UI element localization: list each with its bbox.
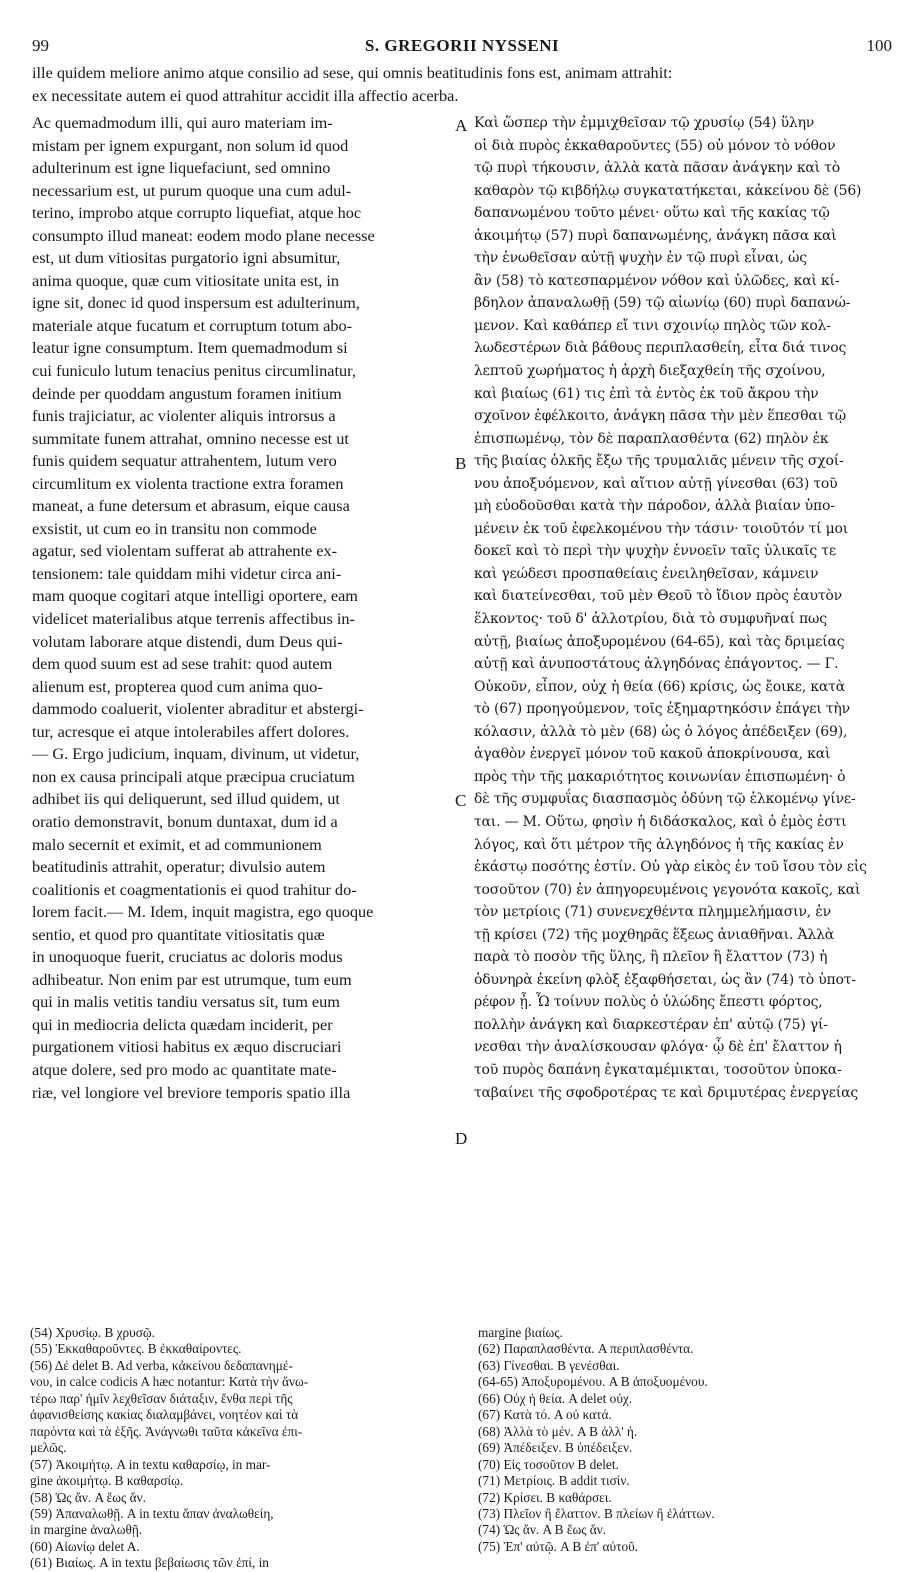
latin-text-line: volutam laborare atque distendi, dum Deus qui-: [32, 631, 343, 651]
footnote-line: (67) Κατὰ τό. A οὐ κατά.: [478, 1407, 612, 1423]
greek-text-line: τὴν ἑνωθεῖσαν αὐτῇ ψυχὴν ἐν τῷ πυρὶ εἶναι, ὡς: [474, 250, 807, 267]
greek-text-line: τὸν μετρίοις (71) συνενεχθέντα πλημμελήμασιν, ἐν: [474, 904, 831, 921]
latin-text-line: atque dolere, sed pro modo ac quantitate mate-: [32, 1059, 337, 1079]
text-line: ex necessitate autem ei quod attrahitur accidit illa affectio acerba.: [32, 85, 459, 105]
latin-text-line: malo secernit et eximit, et ad communionem: [32, 834, 322, 854]
greek-text-line: ἀκοιμήτῳ (57) πυρὶ δαπανωμένης, ἀνάγκη πᾶσα καὶ: [474, 227, 837, 244]
latin-text-line: funis quidem sequatur attrahentem, lutum vero: [32, 451, 337, 471]
greek-text-line: καὶ βιαίως (61) τις ἐπὶ τὰ ἐντὸς ἐκ τοῦ ἄκρου τὴν: [474, 385, 819, 402]
greek-text-line: μὴ εὐοδοῦσθαι κατὰ τὴν πάροδον, ἀλλὰ βιαίαν ὑπο-: [474, 498, 835, 515]
greek-text-line: πολλὴν ἀνάγκη καὶ διαρκεστέραν ἐπ' αὐτῷ (75) γί-: [474, 1016, 828, 1033]
latin-text-line: mam quoque cogitari atque intelligi oportere, eam: [32, 586, 358, 606]
latin-text-line: coalitionis et coagmentationis ei quod trahitur do-: [32, 879, 357, 899]
latin-text-line: funis trajiciatur, ac violenter aliquis introrsus a: [32, 406, 336, 426]
footnote-line: (56) Δέ delet B. Ad verba, κἀκείνου δεδαπανημέ-: [30, 1357, 293, 1373]
footnote-line: (60) Αἰωνίῳ delet A.: [30, 1538, 140, 1554]
footnote-line: (72) Κρίσει. B καθάρσει.: [478, 1489, 612, 1505]
footnote-line: (59) Ἀπαναλωθῇ. A in textu ἅπαν ἀναλωθείη,: [30, 1505, 274, 1521]
latin-text-line: lorem facit.— M. Idem, inquit magistra, ego quoque: [32, 902, 374, 922]
latin-text-line: consumpto illud maneat: eodem modo plane necesse: [32, 225, 375, 245]
footnote-line: margine βιαίως.: [478, 1325, 563, 1340]
greek-text-line: τῆς βιαίας ὁλκῆς ἔξω τῆς τρυμαλιᾶς μένειν τῆς σχοί-: [474, 453, 844, 470]
greek-text-line: νεσθαι τὴν ἀναλίσκουσαν φλόγα· ᾧ δὲ ἐπ' ἔλαττον ἡ: [474, 1039, 842, 1056]
greek-text-line: νου ἀποξυόμενον, καὶ αἴτιον αὐτῇ γίνεσθαι (63) τοῦ: [474, 475, 838, 492]
footnote-line: (75) Ἐπ' αὐτῷ. A B ἐπ' αὐτοῦ.: [478, 1538, 639, 1554]
greek-column: [474, 112, 894, 1104]
footnote-line: (62) Παραπλασθέντα. A περιπλασθέντα.: [478, 1341, 694, 1357]
latin-text-line: oratio demonstravit, bonum duntaxat, dum id a: [32, 811, 338, 831]
page-header: [32, 36, 892, 62]
greek-text-line: λεπτοῦ χωρήματος ἡ ἀρχὴ διεξαχθείη τῆς σχοίνου,: [474, 363, 826, 380]
latin-text-line: necessarium est, ut purum quoque una cum adul-: [32, 180, 352, 200]
latin-text-line: alienum est, propterea quod cum anima quo-: [32, 676, 323, 696]
footnote-line: (74) Ὡς ἄν. A B ἕως ἄν.: [478, 1522, 607, 1538]
section-marker-d: D: [455, 1129, 468, 1148]
greek-text-line: ἀγαθὸν ἐνεργεῖ μόνον τοῦ κακοῦ ἀποκρίνουσα, καὶ: [474, 746, 831, 763]
greek-text-line: δοκεῖ καὶ τὸ περὶ τὴν ψυχὴν ἐννοεῖν ταῖς ὑλικαῖς τε: [474, 543, 836, 560]
greek-text-line: λωδεστέρων διὰ βάθους περιπλασθείη, εἶτα διά τινος: [474, 340, 847, 357]
latin-text-line: Ac quemadmodum illi, qui auro materiam im-: [32, 113, 333, 132]
greek-text-line: ἂν (58) τὸ κατεσπαρμένον νόθον καὶ ὑλῶδες, καὶ κί-: [474, 272, 840, 289]
greek-text-line: καθαρὸν τῷ κιβδήλῳ συγκατατήκεται, κἀκείνου δὲ (56): [474, 182, 862, 199]
section-marker-b: B: [455, 454, 467, 473]
latin-text-line: anima quoque, quæ cum vitiositate unita est, in: [32, 270, 340, 290]
latin-text-line: adhibet iis qui deliquerunt, sed illud quidem, ut: [32, 789, 340, 809]
greek-text-line: ἐπισπωμένῳ, τὸν δὲ παραπλασθέντα (62) πηλὸν ἐκ: [474, 430, 829, 447]
latin-text-line: igne sit, donec id quod inspersum est adulterinum,: [32, 293, 360, 313]
latin-text-line: sentio, et quod pro quantitate vitiositatis quæ: [32, 924, 325, 944]
footnote-line: (64-65) Ἀποξυρομένου. A B ἀποξυομένου.: [478, 1374, 708, 1390]
footnote-line: (73) Πλεῖον ἢ ἔλαττον. B πλείων ἢ ἐλάττων.: [478, 1505, 715, 1521]
latin-text-line: circumlitum ex violenta tractione extra foramen: [32, 473, 344, 493]
greek-text-line: σχοῖνον ἐφέλκοιτο, ἀνάγκη πᾶσα τὴν μὲν ἕπεσθαι τῷ: [474, 408, 846, 425]
greek-text-line: μενον. Καὶ καθάπερ εἴ τινι σχοινίῳ πηλὸς τῶν κολ-: [474, 317, 831, 334]
greek-text-line: δαπανωμένου τοῦτο μένει· οὕτω καὶ τῆς κακίας τῷ: [474, 205, 830, 222]
latin-text-line: terino, improbo atque corrupto liquefiat, atque hoc: [32, 203, 362, 223]
greek-text-line: αὐτῇ, βιαίως ἀποξυρομένου (64-65), καὶ τὰς δριμείας: [474, 633, 845, 650]
greek-text-line: μένειν ἐκ τοῦ ἐφελκομένου τὴν τάσιν· τοιοῦτόν τί μοι: [474, 520, 849, 537]
greek-text-line: ὀδυνηρὰ ἐκείνη φλὸξ ἐξαφθήσεται, ὡς ἂν (74) τὸ ὑποτ-: [474, 971, 856, 988]
greek-text-line: ρέφον ᾖ. Ὧ τοίνυν πολὺς ὁ ὑλώδης ἔπεστι φόρτος,: [474, 994, 823, 1011]
latin-text-line: qui in malis vetitis tandiu versatus sit, tum eum: [32, 992, 340, 1012]
latin-text-line: in unoquoque fuerit, cruciatus ac doloris modus: [32, 947, 343, 967]
greek-text-line: ται. — Μ. Οὕτω, φησὶν ἡ διδάσκαλος, καὶ ὁ ἐμὸς ἐστι: [474, 813, 847, 830]
latin-text-line: non ex causa principali atque præcipua cruciatum: [32, 766, 355, 786]
greek-text-line: αὐτῇ καὶ ἀνυποστάτους ἀλγηδόνας ἐπάγοντος. — Γ.: [474, 656, 839, 673]
latin-text-line: — G. Ergo judicium, inquam, divinum, ut videtur,: [32, 744, 360, 764]
latin-text-line: tensionem: tale quiddam mihi videtur circa ani-: [32, 563, 342, 583]
latin-text-line: beatitudinis attrahit, operatur; divulsio autem: [32, 857, 326, 877]
greek-text-line: οἱ διὰ πυρὸς ἐκκαθαροῦντες (55) οὐ μόνον τὸ νόθον: [474, 137, 836, 154]
greek-text-line: τῇ κρίσει (72) τῆς μοχθηρᾶς ἕξεως ἀνιαθῆναι. Ἀλλὰ: [474, 926, 834, 943]
greek-text-line: ταβαίνει τῆς σφοδροτέρας τε καὶ δριμυτέρας ἐνεργείας: [474, 1084, 859, 1101]
footnote-line: gine ἀκοιμήτῳ. B καθαρσίῳ.: [30, 1473, 184, 1489]
footnote-line: (66) Οὐχ ἡ θεία. A delet οὐχ.: [478, 1390, 633, 1406]
page-number-left: 99: [32, 36, 49, 55]
footnotes-right: [478, 1325, 898, 1555]
footnote-line: (71) Μετρίοις. B addit τισίν.: [478, 1473, 630, 1489]
section-marker-a: A: [455, 116, 468, 135]
footnote-line: (57) Ἀκοιμήτῳ. A in textu καθαρσίῳ, in mar-: [30, 1456, 271, 1472]
greek-text-line: ἑκάστῳ ποσότης ἐστίν. Οὐ γὰρ εἰκὸς ἐν τοῦ ἴσου τὸν εἰς: [474, 859, 867, 876]
latin-text-line: summitate funem attrahat, omnino necesse est ut: [32, 428, 349, 448]
latin-text-line: est, ut dum vitiositas purgatorio igni absumitur,: [32, 248, 341, 268]
latin-text-line: adhibeatur. Non enim par est utrumque, tum eum: [32, 969, 352, 989]
latin-text-line: mistam per ignem expurgant, non solum id quod: [32, 135, 349, 155]
footnotes-left: [30, 1325, 455, 1572]
latin-text-line: adulterinum est igne liquefaciunt, sed omnino: [32, 158, 331, 178]
latin-text-line: tur, acresque ei atque intolerabiles affert dolores.: [32, 721, 350, 741]
greek-text-line: τοῦ πυρὸς δαπάνη ἐγκαταμέμικται, τοσοῦτον ὑποκα-: [474, 1061, 842, 1078]
intro-paragraph: [32, 62, 892, 107]
footnote-line: νου, in calce codicis A hæc notantur: Κατὰ τὴν ἄνω-: [30, 1374, 309, 1390]
greek-text-line: καὶ διατείνεσθαι, τοῦ μὲν Θεοῦ τὸ ἴδιον πρὸς ἑαυτὸν: [474, 588, 842, 605]
greek-text-line: Οὐκοῦν, εἶπον, οὐχ ἡ θεία (66) κρίσις, ὡς ἔοικε, κατὰ: [474, 678, 845, 695]
latin-text-line: qui in mediocria delicta quædam inciderit, per: [32, 1014, 333, 1034]
latin-text-line: cui funiculo lutum tenacius penitus circumlinatur,: [32, 361, 356, 381]
latin-column: [32, 112, 450, 1104]
latin-text-line: materiale atque fucatum et corruptum totum abo-: [32, 315, 353, 335]
latin-text-line: riæ, vel longiore vel breviore temporis spatio illa: [32, 1082, 351, 1102]
latin-text-line: deinde per quoddam angustum foramen initium: [32, 383, 342, 403]
latin-text-line: leatur igne consumptum. Item quemadmodum si: [32, 338, 348, 358]
footnote-line: τέρω παρ' ἡμῖν λεχθεῖσαν διάταξιν, ἔνθα περὶ τῆς: [30, 1390, 293, 1406]
text-line: ille quidem meliore animo atque consilio ad sese, qui omnis beatitudinis fons est, animam attrahit:: [32, 63, 673, 82]
greek-text-line: καὶ γεώδεσι προσπαθείαις ἐνειληθεῖσαν, κάμνειν: [474, 565, 819, 582]
greek-text-line: τοσοῦτον (70) ἐν ἀπηγορευμένοις γεγονότα κακοῖς, καὶ: [474, 881, 861, 898]
footnote-line: (70) Εἰς τοσοῦτον B delet.: [478, 1456, 619, 1472]
latin-text-line: agatur, sed violentam sufferat ab attrahente ex-: [32, 541, 338, 561]
greek-text-line: τῷ πυρὶ τήκουσιν, ἀλλὰ κατὰ πᾶσαν ἀνάγκην καὶ τὸ: [474, 160, 840, 177]
footnote-line: in margine ἀναλωθῇ.: [30, 1522, 143, 1538]
footnote-line: (63) Γίνεσθαι. B γενέσθαι.: [478, 1357, 620, 1373]
greek-text-line: ἕλκοντος· τοῦ δ' ἀλλοτρίου, διὰ τὸ συμφυῆναί πως: [474, 611, 827, 628]
footnote-line: (68) Ἀλλὰ τὸ μέν. A B ἀλλ' ἡ.: [478, 1423, 638, 1439]
latin-text-line: maneat, a fune detersum et abrasum, eique causa: [32, 496, 350, 516]
greek-text-line: τὸ (67) προηγούμενον, τοῖς ἐξημαρτηκόσιν ἐπάγει τὴν: [474, 701, 850, 718]
footnote-line: μελῶς.: [30, 1440, 67, 1456]
greek-text-line: λόγος, καὶ ὅτι μέτρον τῆς ἀλγηδόνος ἡ τῆς κακίας ἐν: [474, 836, 844, 853]
footnote-line: (54) Χρυσίῳ. B χρυσῷ.: [30, 1325, 156, 1340]
greek-text-line: παρὰ τὸ ποσὸν τῆς ὕλης, ἢ πλεῖον ἢ ἔλαττον (73) ἡ: [474, 949, 828, 966]
greek-text-line: δὲ τῆς συμφυΐας διασπασμὸς ὀδύνη τῷ ἑλκομένῳ γίνε-: [474, 791, 856, 808]
footnote-line: (61) Βιαίως. A in textu βεβαίωσις τῶν ἐπί, in: [30, 1555, 269, 1571]
footnote-line: ἀφανισθείσης κακίας διαλαμβάνει, νοητέον καὶ τὰ: [30, 1407, 299, 1423]
latin-text-line: exsistit, ut cum eo in transitu non commode: [32, 518, 317, 538]
footnote-line: (55) Ἐκκαθαροῦντες. B ἐκκαθαίροντες.: [30, 1341, 242, 1357]
latin-text-line: purgationem vitiosi habitus ex æquo discruciari: [32, 1037, 342, 1057]
latin-text-line: dem quod suum est ad sese trahit: quod autem: [32, 654, 333, 674]
footnote-line: (69) Ἀπέδειξεν. B ὑπέδειξεν.: [478, 1440, 633, 1456]
greek-text-line: κόλασιν, ἀλλὰ τὸ μὲν (68) ὡς ὁ λόγος ἀπέδειξεν (69),: [474, 723, 848, 740]
latin-text-line: videlicet materialibus atque terrenis affectibus in-: [32, 609, 355, 629]
page-number-right: 100: [866, 36, 892, 55]
latin-text-line: dammodo coaluerit, violenter abraditur et abstergi-: [32, 699, 364, 719]
footnote-line: παρόντα καὶ τὰ ἑξῆς. Ἀνάγνωθι ταῦτα κἀκεῖνα ἐπι-: [30, 1423, 303, 1439]
greek-text-line: βδηλον ἀπαναλωθῇ (59) τῷ αἰωνίῳ (60) πυρὶ δαπανώ-: [474, 295, 851, 312]
greek-text-line: πρὸς τὴν τῆς μακαριότητος κοινωνίαν ἐπισπωμένη· ὁ: [474, 768, 846, 785]
greek-text-line: Καὶ ὥσπερ τὴν ἐμμιχθεῖσαν τῷ χρυσίῳ (54) ὕλην: [474, 115, 815, 131]
footnote-line: (58) Ὡς ἄν. A ἕως ἄν.: [30, 1489, 146, 1505]
running-title: S. GREGORII NYSSENI: [364, 36, 560, 55]
section-marker-c: C: [455, 791, 467, 810]
